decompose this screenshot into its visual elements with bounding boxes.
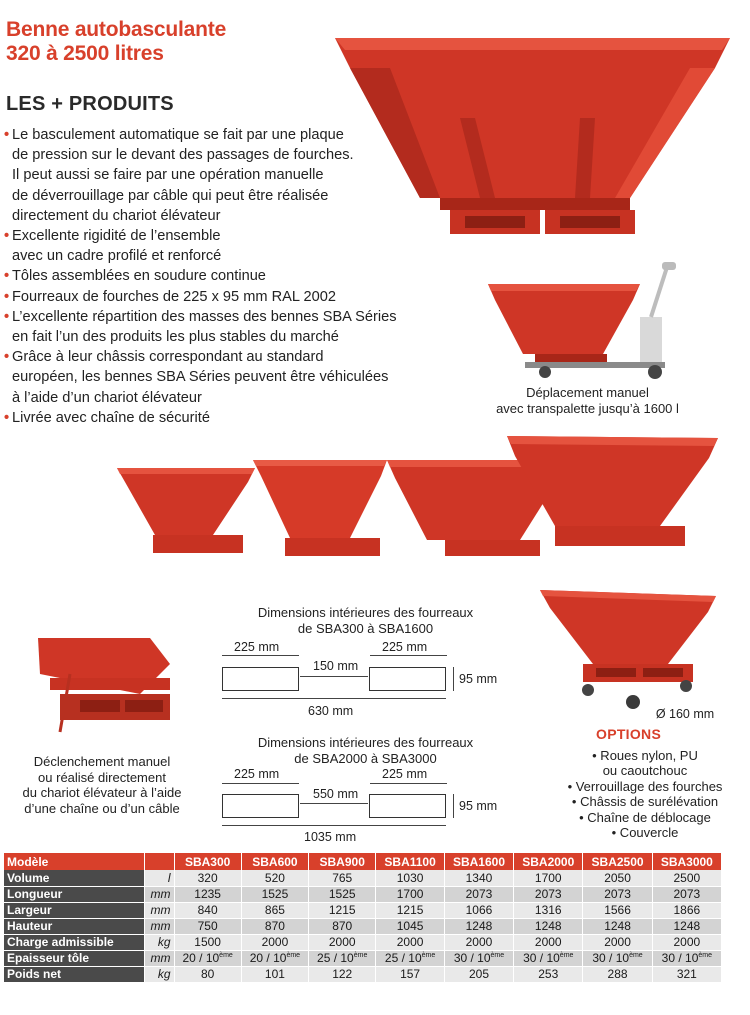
ordinal-suffix: ème	[353, 952, 368, 959]
transpalette-caption-line-2: avec transpalette jusqu’à 1600 l	[496, 400, 679, 416]
row-unit: mm	[144, 886, 174, 902]
bin-range-photo	[115, 430, 720, 560]
table-cell: 2500	[652, 870, 721, 886]
header-model-name: SBA2500	[583, 853, 652, 870]
row-label: Charge admissible	[4, 934, 144, 950]
table-cell: 1248	[444, 918, 513, 934]
table-cell: 30 / 10ème	[652, 950, 721, 966]
row-unit: mm	[144, 902, 174, 918]
dim-bottom-total-line	[222, 825, 446, 826]
table-cell: 1215	[376, 902, 445, 918]
release-caption	[2, 754, 202, 816]
dim-bottom-total: 1035 mm	[304, 830, 357, 844]
row-unit: mm	[144, 950, 174, 966]
feature-item	[4, 266, 424, 286]
bin-transpalette-photo	[485, 262, 685, 380]
dimensions-bottom-title	[228, 735, 503, 766]
sleeve-right-top	[369, 667, 446, 691]
ordinal-suffix: ème	[698, 952, 712, 959]
dim-bottom-left-width-line	[222, 783, 299, 784]
feature-line: L’excellente répartition des masses des bennes SBA Séries	[12, 308, 397, 325]
ordinal-suffix: ème	[490, 952, 505, 959]
sleeve-left-bottom	[222, 794, 299, 818]
dim-top-gap: 150 mm	[313, 659, 359, 673]
table-cell: 2073	[514, 886, 583, 902]
table-row	[4, 934, 722, 950]
table-cell: 1248	[652, 918, 721, 934]
table-cell: 2073	[444, 886, 513, 902]
bin-photo-large	[330, 28, 735, 243]
table-cell: 30 / 10ème	[583, 950, 652, 966]
bullet-dot-icon: •	[4, 228, 10, 245]
row-unit: l	[144, 870, 174, 886]
table-cell: 1525	[309, 886, 376, 902]
release-caption-line: ou réalisé directement	[38, 769, 166, 785]
options-title: OPTIONS	[596, 726, 662, 742]
spec-table-header	[4, 853, 722, 870]
table-row	[4, 886, 722, 902]
sleeve-left-top	[222, 667, 299, 691]
table-row	[4, 918, 722, 934]
feature-line: à l’aide d’un chariot élévateur	[12, 389, 202, 406]
row-label: Longueur	[4, 886, 144, 902]
table-cell: 101	[241, 966, 308, 982]
header-unit	[144, 853, 174, 870]
table-cell: 2000	[376, 934, 445, 950]
option-item: • Roues nylon, PU	[592, 748, 698, 763]
dim-top-right-width-line	[370, 655, 447, 656]
table-row	[4, 870, 722, 886]
dimensions-bottom-title-line-2: de SBA2000 à SBA3000	[294, 750, 437, 766]
table-cell: 25 / 10ème	[309, 950, 376, 966]
dim-bottom-right-width-line	[370, 783, 447, 784]
table-cell: 1340	[444, 870, 513, 886]
dimensions-bottom-title-line-1: Dimensions intérieures des fourreaux	[257, 735, 474, 750]
feature-line: de pression sur le devant des passages de fourches.	[12, 147, 354, 164]
release-caption-line: d’une chaîne ou d’un câble	[24, 800, 180, 816]
dim-bottom-right-width: 225 mm	[382, 767, 428, 781]
feature-item	[4, 408, 424, 428]
bullet-dot-icon: •	[4, 308, 10, 325]
header-model-name: SBA1100	[376, 853, 445, 870]
bullet-dot-icon: •	[4, 288, 10, 305]
release-caption-line: du chariot élévateur à l’aide	[22, 785, 182, 800]
table-cell: 1248	[514, 918, 583, 934]
feature-line: en fait l’un des produits les plus stables du marché	[12, 329, 339, 346]
table-cell: 30 / 10ème	[444, 950, 513, 966]
table-cell: 2000	[309, 934, 376, 950]
dim-bottom-left-width: 225 mm	[234, 767, 280, 781]
table-cell: 750	[174, 918, 241, 934]
row-unit: mm	[144, 918, 174, 934]
dimensions-top-title-line-1: Dimensions intérieures des fourreaux	[257, 605, 474, 620]
dim-top-total-line	[222, 698, 446, 699]
table-cell: 1235	[174, 886, 241, 902]
option-item: • Couvercle	[611, 825, 679, 841]
bullet-dot-icon: •	[4, 127, 10, 143]
table-cell: 2073	[583, 886, 652, 902]
option-item: • Verrouillage des fourches	[567, 778, 723, 794]
table-cell: 2000	[514, 934, 583, 950]
table-cell: 840	[174, 902, 241, 918]
table-cell: 205	[444, 966, 513, 982]
header-model: Modèle	[4, 853, 144, 870]
table-cell: 520	[241, 870, 308, 886]
table-cell: 870	[309, 918, 376, 934]
table-cell: 2000	[241, 934, 308, 950]
spec-table	[4, 853, 722, 983]
bin-wheels-photo	[538, 582, 718, 712]
table-row	[4, 902, 722, 918]
table-cell: 157	[376, 966, 445, 982]
header-model-name: SBA3000	[652, 853, 721, 870]
page-title	[6, 18, 226, 66]
dim-top-left-width: 225 mm	[234, 640, 280, 654]
table-cell: 1700	[514, 870, 583, 886]
table-cell: 20 / 10ème	[241, 950, 308, 966]
feature-line: européen, les bennes SBA Séries peuvent être véhiculées	[12, 369, 389, 386]
dim-top-gap-line	[300, 676, 368, 677]
bullet-dot-icon: •	[4, 349, 10, 366]
ordinal-suffix: ème	[219, 952, 233, 959]
table-cell: 1700	[376, 886, 445, 902]
dimensions-top-title-line-2: de SBA300 à SBA1600	[297, 620, 434, 636]
row-label: Epaisseur tôle	[4, 950, 144, 966]
title-line-1: Benne autobasculante	[6, 18, 227, 41]
feature-line: Fourreaux de fourches de 225 x 95 mm RAL 2002	[12, 288, 336, 305]
release-closeup-photo	[30, 634, 180, 736]
table-cell: 2000	[652, 934, 721, 950]
table-cell: 1215	[309, 902, 376, 918]
header-model-name: SBA1600	[444, 853, 513, 870]
row-label: Poids net	[4, 966, 144, 982]
header-model-name: SBA900	[309, 853, 376, 870]
header-model-name: SBA300	[174, 853, 241, 870]
table-cell: 765	[309, 870, 376, 886]
table-cell: 2050	[583, 870, 652, 886]
dim-top-height-line	[453, 667, 454, 691]
dim-top-left-width-line	[222, 655, 299, 656]
release-caption-line: Déclenchement manuel	[33, 754, 171, 769]
table-cell: 1066	[444, 902, 513, 918]
table-cell: 321	[652, 966, 721, 982]
table-cell: 320	[174, 870, 241, 886]
dim-top-right-width: 225 mm	[382, 640, 428, 654]
table-cell: 25 / 10ème	[376, 950, 445, 966]
table-cell: 1500	[174, 934, 241, 950]
feature-line: Il peut aussi se faire par une opération manuelle	[12, 167, 324, 184]
table-cell: 1030	[376, 870, 445, 886]
dim-top-total: 630 mm	[308, 704, 354, 718]
table-row	[4, 950, 722, 966]
ordinal-suffix: ème	[559, 952, 574, 959]
table-cell: 30 / 10ème	[514, 950, 583, 966]
table-cell: 80	[174, 966, 241, 982]
transpalette-caption-line-1: Déplacement manuel	[526, 385, 649, 400]
table-cell: 2073	[652, 886, 721, 902]
header-model-name: SBA600	[241, 853, 308, 870]
bullet-dot-icon: •	[4, 409, 10, 426]
table-cell: 20 / 10ème	[174, 950, 241, 966]
dim-bottom-height: 95 mm	[459, 799, 498, 813]
option-item: ou caoutchouc	[602, 763, 688, 779]
table-row	[4, 966, 722, 982]
section-heading: LES + PRODUITS	[6, 93, 174, 115]
title-line-2: 320 à 2500 litres	[6, 42, 164, 65]
feature-line: directement du chariot élévateur	[12, 207, 221, 224]
dim-bottom-height-line	[453, 794, 454, 818]
row-unit: kg	[144, 966, 174, 982]
options-list	[540, 748, 750, 840]
ordinal-suffix: ème	[286, 952, 301, 959]
option-item: • Chaîne de déblocage	[579, 809, 711, 825]
row-label: Volume	[4, 870, 144, 886]
row-unit: kg	[144, 934, 174, 950]
row-label: Hauteur	[4, 918, 144, 934]
table-cell: 1045	[376, 918, 445, 934]
feature-line: Le basculement automatique se fait par une plaque	[12, 127, 344, 143]
table-cell: 122	[309, 966, 376, 982]
feature-line: Tôles assemblées en soudure continue	[12, 268, 266, 285]
table-cell: 1316	[514, 902, 583, 918]
table-cell: 288	[583, 966, 652, 982]
option-item: • Châssis de surélévation	[571, 794, 719, 810]
table-cell: 1248	[583, 918, 652, 934]
dim-bottom-gap: 550 mm	[313, 787, 359, 801]
table-cell: 1566	[583, 902, 652, 918]
table-cell: 2000	[583, 934, 652, 950]
table-cell: 253	[514, 966, 583, 982]
feature-line: avec un cadre profilé et renforcé	[12, 248, 222, 265]
bullet-dot-icon: •	[4, 268, 10, 285]
dim-top-height: 95 mm	[459, 672, 498, 686]
sleeve-right-bottom	[369, 794, 446, 818]
ordinal-suffix: ème	[629, 952, 643, 959]
table-cell: 2000	[444, 934, 513, 950]
feature-line: de déverrouillage par câble qui peut être réalisée	[12, 187, 329, 204]
table-cell: 1866	[652, 902, 721, 918]
dim-bottom-gap-line	[300, 803, 368, 804]
feature-item	[4, 307, 424, 347]
transpalette-caption	[470, 385, 705, 416]
feature-line: Livrée avec chaîne de sécurité	[12, 409, 210, 426]
table-cell: 865	[241, 902, 308, 918]
feature-item	[4, 347, 424, 408]
ordinal-suffix: ème	[421, 952, 436, 959]
row-label: Largeur	[4, 902, 144, 918]
table-cell: 870	[241, 918, 308, 934]
header-model-name: SBA2000	[514, 853, 583, 870]
feature-item	[4, 287, 424, 307]
wheel-diameter-label: Ø 160 mm	[655, 707, 715, 721]
feature-line: Excellente rigidité de l’ensemble	[12, 228, 221, 245]
table-cell: 1525	[241, 886, 308, 902]
feature-line: Grâce à leur châssis correspondant au standard	[12, 349, 324, 366]
dimensions-top-title	[228, 605, 503, 636]
